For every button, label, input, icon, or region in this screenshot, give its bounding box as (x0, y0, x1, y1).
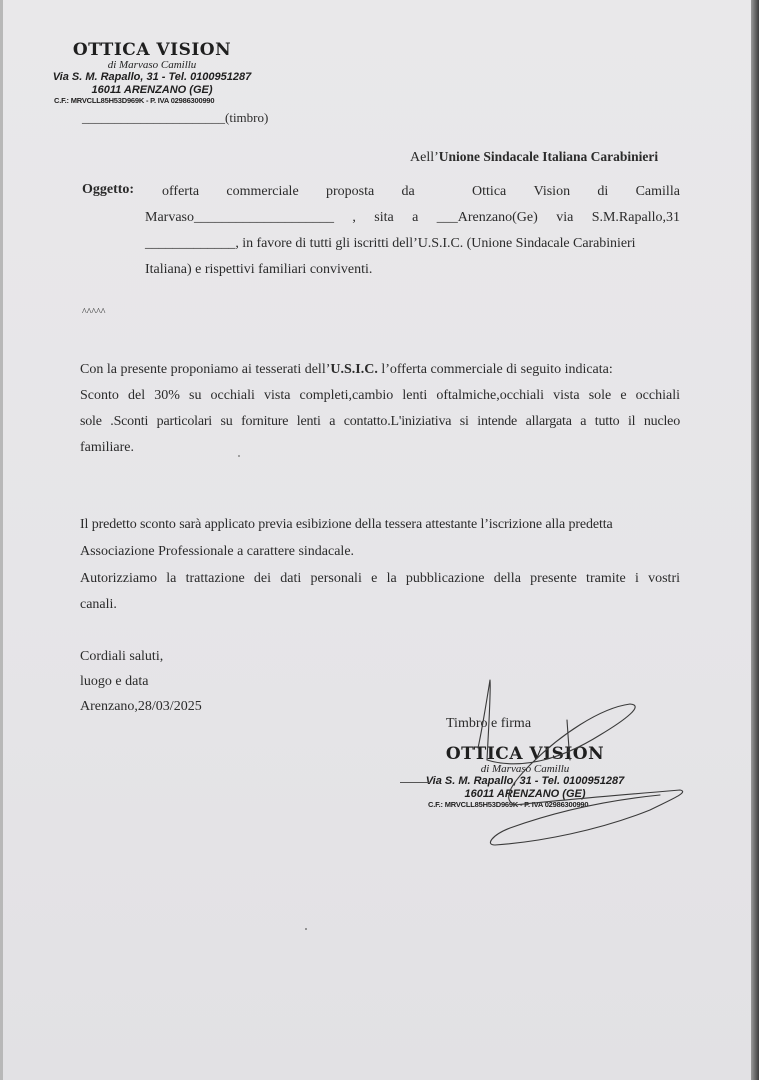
body2-line-2: Associazione Professionale a carattere sindacale. (80, 544, 355, 559)
paper-speck (305, 928, 307, 930)
oggetto-word: proposta (325, 184, 375, 199)
oggetto-word: di (597, 184, 609, 199)
oggetto-word: via (556, 210, 574, 225)
oggetto-word: S.M.Rapallo,31 (591, 210, 680, 225)
signature-stamp (420, 744, 630, 810)
oggetto-label: Oggetto: (82, 182, 135, 197)
body1-line-3: sole .Sconti particolari su forniture lenti a contatto.L'iniziativa si intende allargata a tutto il nucleo (80, 414, 680, 429)
signature-stamp-city: 16011 ARENZANO (GE) (464, 788, 586, 800)
oggetto-word: sita (374, 210, 394, 225)
oggetto-word: a (412, 210, 419, 225)
stamp-owner: di Marvaso Camillu (107, 59, 197, 71)
stamp-fiscal-code: C.F.: MRVCLL85H53D969K - P. IVA 02986300990 (54, 96, 215, 105)
place-date-label: luogo e data (80, 674, 149, 689)
timbro-line: ______________________(timbro) (82, 110, 269, 125)
place-date: Arenzano,28/03/2025 (80, 699, 202, 714)
signature-underline (400, 782, 430, 783)
body1-line-1-pre: Con la presente proponiamo ai tesserati dell’ (80, 362, 331, 377)
stamp-company-name: OTTICA VISION (72, 40, 232, 60)
oggetto-word: offerta (162, 184, 200, 199)
recipient-name: Unione Sindacale Italiana Carabinieri (438, 149, 659, 164)
oggetto-word: Camilla (635, 184, 680, 199)
signature-label: Timbro e firma (446, 716, 532, 731)
body2-line-4: canali. (80, 597, 117, 612)
separator-mark: ^^^^^ (82, 307, 106, 318)
body1-line-1-post: l’offerta commerciale di seguito indicata: (377, 362, 613, 377)
oggetto-line-1 (162, 184, 680, 200)
oggetto-word: da (401, 184, 415, 199)
signature-stamp-owner: di Marvaso Camillu (480, 763, 570, 775)
paper-left-edge (0, 0, 3, 1080)
oggetto-word: , (352, 210, 356, 225)
stamp-address: Via S. M. Rapallo, 31 - Tel. 0100951287 (52, 71, 252, 83)
paper-right-edge (751, 0, 759, 1080)
signature-stamp-address: Via S. M. Rapallo, 31 - Tel. 0100951287 (425, 775, 625, 787)
body1-usic: U.S.I.C. (330, 362, 378, 377)
recipient-line (410, 149, 658, 166)
closing-greeting: Cordiali saluti, (80, 649, 164, 664)
oggetto-word: commerciale (226, 184, 299, 199)
oggetto-line-4: Italiana) e rispettivi familiari conviventi. (145, 262, 373, 277)
body1-line-1 (80, 362, 613, 378)
body1-line-4: familiare. (80, 440, 135, 455)
oggetto-word: Ottica (472, 184, 507, 199)
paper-speck (238, 455, 240, 457)
body1-line-2: Sconto del 30% su occhiali vista completi,cambio lenti oftalmiche,occhiali vista sole e occhiali (80, 388, 680, 403)
body2-line-1: Il predetto sconto sarà applicato previa esibizione della tessera attestante l’iscrizione alla predetta (80, 517, 613, 532)
oggetto-line-2 (145, 210, 680, 226)
oggetto-word: ___Arenzano(Ge) (436, 210, 538, 225)
oggetto-line-3: _____________, in favore di tutti gli iscritti dell’U.S.I.C. (Unione Sindacale Carabinieri (145, 236, 636, 251)
header-stamp (52, 40, 252, 106)
recipient-prefix: Aell’ (410, 150, 439, 165)
oggetto-word: Vision (533, 184, 571, 199)
signature-stamp-name: OTTICA VISION (445, 744, 605, 764)
signature-stamp-fiscal-code: C.F.: MRVCLL85H53D969K - P. IVA 02986300990 (428, 800, 589, 809)
body2-line-3: Autorizziamo la trattazione dei dati personali e la pubblicazione della presente tramite i vostri (80, 571, 680, 586)
oggetto-word: Marvaso____________________ (145, 210, 334, 225)
stamp-city: 16011 ARENZANO (GE) (91, 84, 213, 96)
